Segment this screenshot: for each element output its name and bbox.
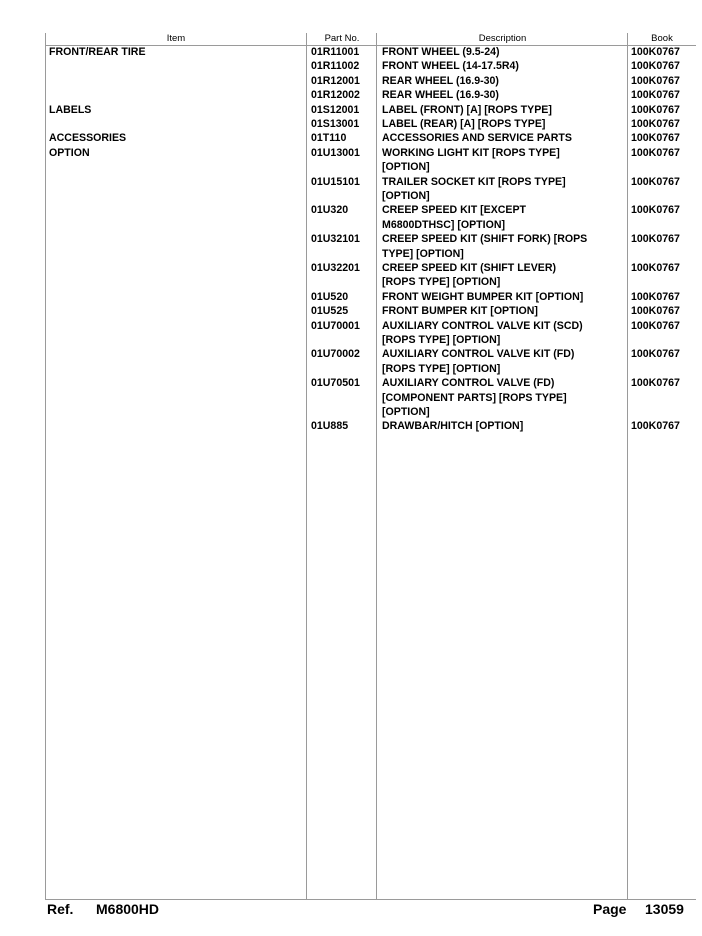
row-part-no: 01U70002 (311, 348, 360, 361)
row-book: 100K0767 (631, 319, 680, 332)
row-book: 100K0767 (631, 117, 680, 130)
description-line: ACCESSORIES AND SERVICE PARTS (382, 132, 572, 145)
row-book: 100K0767 (631, 305, 680, 318)
description-line: [ROPS TYPE] [OPTION] (382, 333, 501, 346)
row-part-no: 01U15101 (311, 175, 360, 188)
table-row (45, 74, 696, 88)
row-part-no: 01R12001 (311, 74, 360, 87)
table-row (45, 59, 696, 73)
row-description (382, 419, 626, 433)
row-part-no: 01U885 (311, 420, 349, 433)
row-book: 100K0767 (631, 60, 680, 73)
description-line: [ROPS TYPE] [OPTION] (382, 276, 501, 289)
table-row (45, 319, 696, 348)
row-description (382, 59, 626, 73)
table-row (45, 131, 696, 145)
description-line: FRONT BUMPER KIT [OPTION] (382, 305, 538, 318)
row-part-no: 01S13001 (311, 117, 360, 130)
table-row (45, 103, 696, 117)
description-line: LABEL (FRONT) [A] [ROPS TYPE] (382, 103, 552, 116)
row-description (382, 88, 626, 102)
table-row (45, 304, 696, 318)
header-part-no: Part No. (324, 33, 360, 44)
row-book: 100K0767 (631, 46, 680, 58)
description-line: TRAILER SOCKET KIT [ROPS TYPE] (382, 175, 566, 188)
table-row (45, 419, 696, 433)
description-line: FRONT WEIGHT BUMPER KIT [OPTION] (382, 290, 584, 303)
description-line: [OPTION] (382, 189, 430, 202)
description-line: AUXILIARY CONTROL VALVE KIT (FD) (382, 348, 575, 361)
table-row (45, 290, 696, 304)
row-book: 100K0767 (631, 204, 680, 217)
table-row (45, 117, 696, 131)
table-row (45, 45, 696, 59)
row-description (382, 319, 626, 348)
description-line: CREEP SPEED KIT (SHIFT FORK) [ROPS (382, 233, 588, 246)
row-part-no: 01R12002 (311, 89, 360, 102)
row-description (382, 347, 626, 376)
table-row (45, 376, 696, 419)
description-line: CREEP SPEED KIT (SHIFT LEVER) (382, 261, 557, 274)
description-line: FRONT WHEEL (9.5-24) (382, 46, 500, 58)
footer-model: M6800HD (96, 901, 160, 917)
description-line: TYPE] [OPTION] (382, 247, 464, 260)
row-part-no: 01U13001 (311, 146, 360, 159)
footer-page-number: 13059 (645, 901, 684, 917)
row-book: 100K0767 (631, 377, 680, 390)
row-description (382, 146, 626, 175)
row-book: 100K0767 (631, 74, 680, 87)
row-part-no: 01U520 (311, 290, 349, 303)
footer-page-label: Page (593, 901, 627, 917)
row-description (382, 290, 626, 304)
description-line: REAR WHEEL (16.9-30) (382, 74, 499, 87)
description-line: WORKING LIGHT KIT [ROPS TYPE] (382, 146, 560, 159)
row-book: 100K0767 (631, 261, 680, 274)
row-description (382, 131, 626, 145)
row-description (382, 175, 626, 204)
row-part-no: 01T110 (311, 132, 347, 145)
row-part-no: 01R11001 (311, 46, 360, 58)
row-book: 100K0767 (631, 146, 680, 159)
row-part-no: 01S12001 (311, 103, 360, 116)
row-part-no: 01U320 (311, 204, 349, 217)
row-part-no: 01U32101 (311, 233, 360, 246)
description-line: DRAWBAR/HITCH [OPTION] (382, 420, 524, 433)
row-book: 100K0767 (631, 290, 680, 303)
row-book: 100K0767 (631, 348, 680, 361)
description-line: AUXILIARY CONTROL VALVE KIT (SCD) (382, 319, 583, 332)
row-part-no: 01U525 (311, 305, 349, 318)
description-line: REAR WHEEL (16.9-30) (382, 89, 499, 102)
row-part-no: 01U32201 (311, 261, 360, 274)
description-line: LABEL (REAR) [A] [ROPS TYPE] (382, 117, 546, 130)
row-book: 100K0767 (631, 175, 680, 188)
row-description (382, 45, 626, 59)
table-row (45, 232, 696, 261)
table-row (45, 261, 696, 290)
row-description (382, 304, 626, 318)
parts-table (45, 33, 696, 899)
description-line: [OPTION] (382, 161, 430, 174)
table-row (45, 347, 696, 376)
row-book: 100K0767 (631, 233, 680, 246)
row-description (382, 376, 626, 419)
header-item: Item (166, 33, 186, 44)
row-description (382, 232, 626, 261)
row-item: ACCESSORIES (49, 132, 127, 145)
header-description: Description (478, 33, 527, 44)
row-item: LABELS (49, 103, 92, 116)
row-part-no: 01U70501 (311, 377, 360, 390)
row-item: FRONT/REAR TIRE (49, 46, 146, 58)
description-line: [COMPONENT PARTS] [ROPS TYPE] (382, 391, 567, 404)
table-row (45, 88, 696, 102)
table-body (45, 45, 696, 434)
row-description (382, 74, 626, 88)
header-book: Book (651, 33, 673, 44)
description-line: AUXILIARY CONTROL VALVE (FD) (382, 377, 555, 390)
description-line: FRONT WHEEL (14-17.5R4) (382, 60, 519, 73)
description-line: [OPTION] (382, 405, 430, 418)
table-row (45, 175, 696, 204)
row-book: 100K0767 (631, 132, 680, 145)
table-row (45, 146, 696, 175)
row-description (382, 103, 626, 117)
description-line: [ROPS TYPE] [OPTION] (382, 362, 501, 375)
row-item: OPTION (49, 146, 90, 159)
description-line: CREEP SPEED KIT [EXCEPT (382, 204, 527, 217)
row-description (382, 117, 626, 131)
description-line: M6800DTHSC] [OPTION] (382, 218, 506, 231)
row-book: 100K0767 (631, 89, 680, 102)
row-book: 100K0767 (631, 420, 680, 433)
row-part-no: 01U70001 (311, 319, 360, 332)
table-row (45, 203, 696, 232)
row-description (382, 203, 626, 232)
row-description (382, 261, 626, 290)
footer-ref-label: Ref. (47, 901, 74, 917)
row-book: 100K0767 (631, 103, 680, 116)
row-part-no: 01R11002 (311, 60, 360, 73)
